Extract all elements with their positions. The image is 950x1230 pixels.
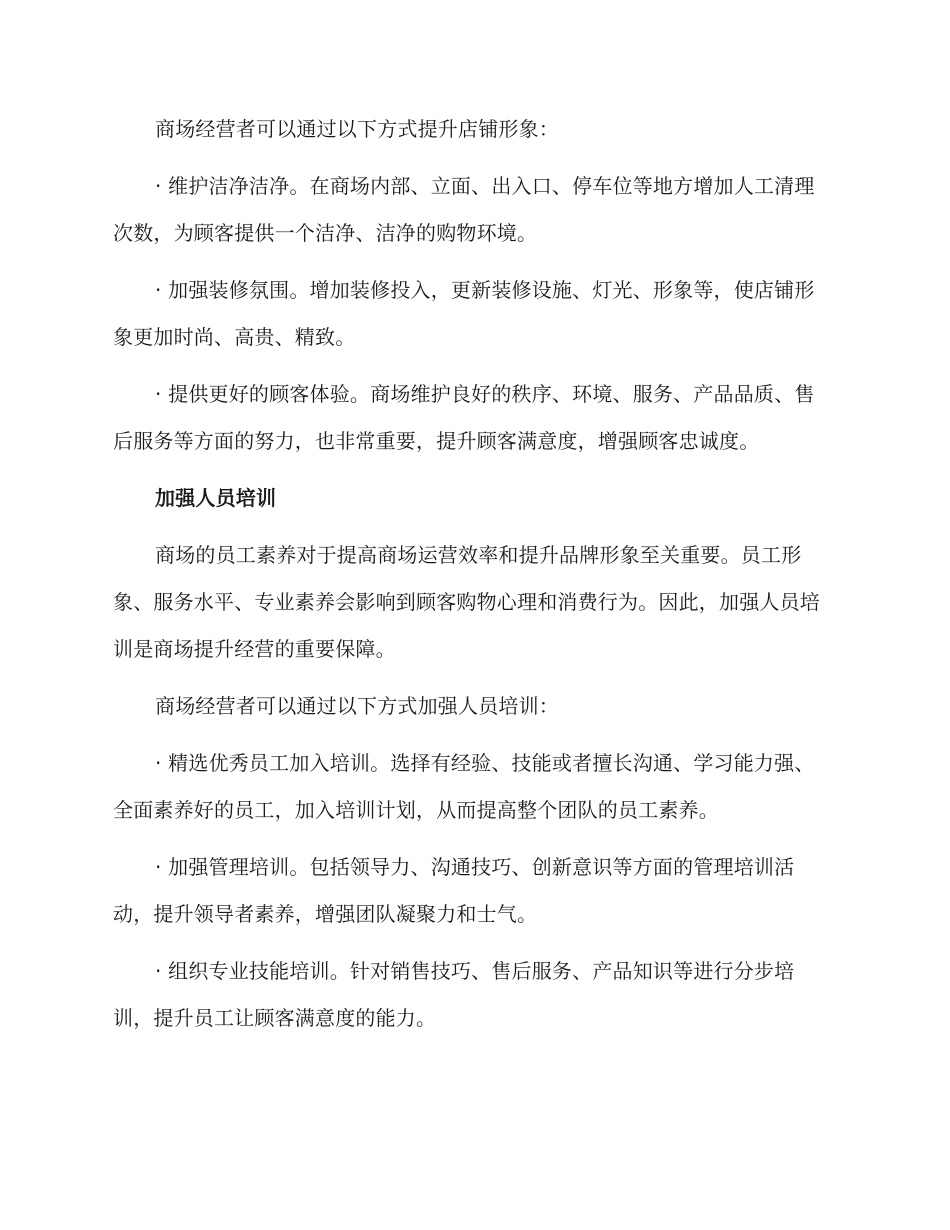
bullet-select-staff: · 精选优秀员工加入培训。选择有经验、技能或者擅长沟通、学习能力强、全面素养好的员工，加入培训计划，从而提高整个团队的员工素养。 [113, 751, 815, 822]
bullet-skills-training: · 组织专业技能培训。针对销售技巧、售后服务、产品知识等进行分步培训，提升员工让顾客满意度的能力。 [113, 959, 795, 1030]
bullet-customer-experience: · 提供更好的顾客体验。商场维护良好的秩序、环境、服务、产品品质、售后服务等方面的努力，也非常重要，提升顾客满意度，增强顾客忠诚度。 [113, 382, 815, 453]
paragraph-intro-store-image: 商场经营者可以通过以下方式提升店铺形象： [155, 117, 559, 141]
paragraph-staff-importance: 商场的员工素养对于提高商场运营效率和提升品牌形象至关重要。员工形象、服务水平、专业素养会影响到顾客购物心理和消费行为。因此，加强人员培训是商场提升经营的重要保障。 [113, 543, 820, 661]
bullet-cleanliness: · 维护洁净洁净。在商场内部、立面、出入口、停车位等地方增加人工清理次数，为顾客提供一个洁净、洁净的购物环境。 [113, 174, 815, 245]
bullet-management-training: · 加强管理培训。包括领导力、沟通技巧、创新意识等方面的管理培训活动，提升领导者素养，增强团队凝聚力和士气。 [113, 855, 795, 926]
section-heading-staff-training: 加强人员培训 [155, 486, 277, 510]
paragraph-intro-staff-training: 商场经营者可以通过以下方式加强人员培训： [155, 694, 559, 718]
document-body [113, 106, 833, 1052]
bullet-decoration: · 加强装修氛围。增加装修投入，更新装修设施、灯光、形象等，使店铺形象更加时尚、高贵、精致。 [113, 278, 815, 349]
